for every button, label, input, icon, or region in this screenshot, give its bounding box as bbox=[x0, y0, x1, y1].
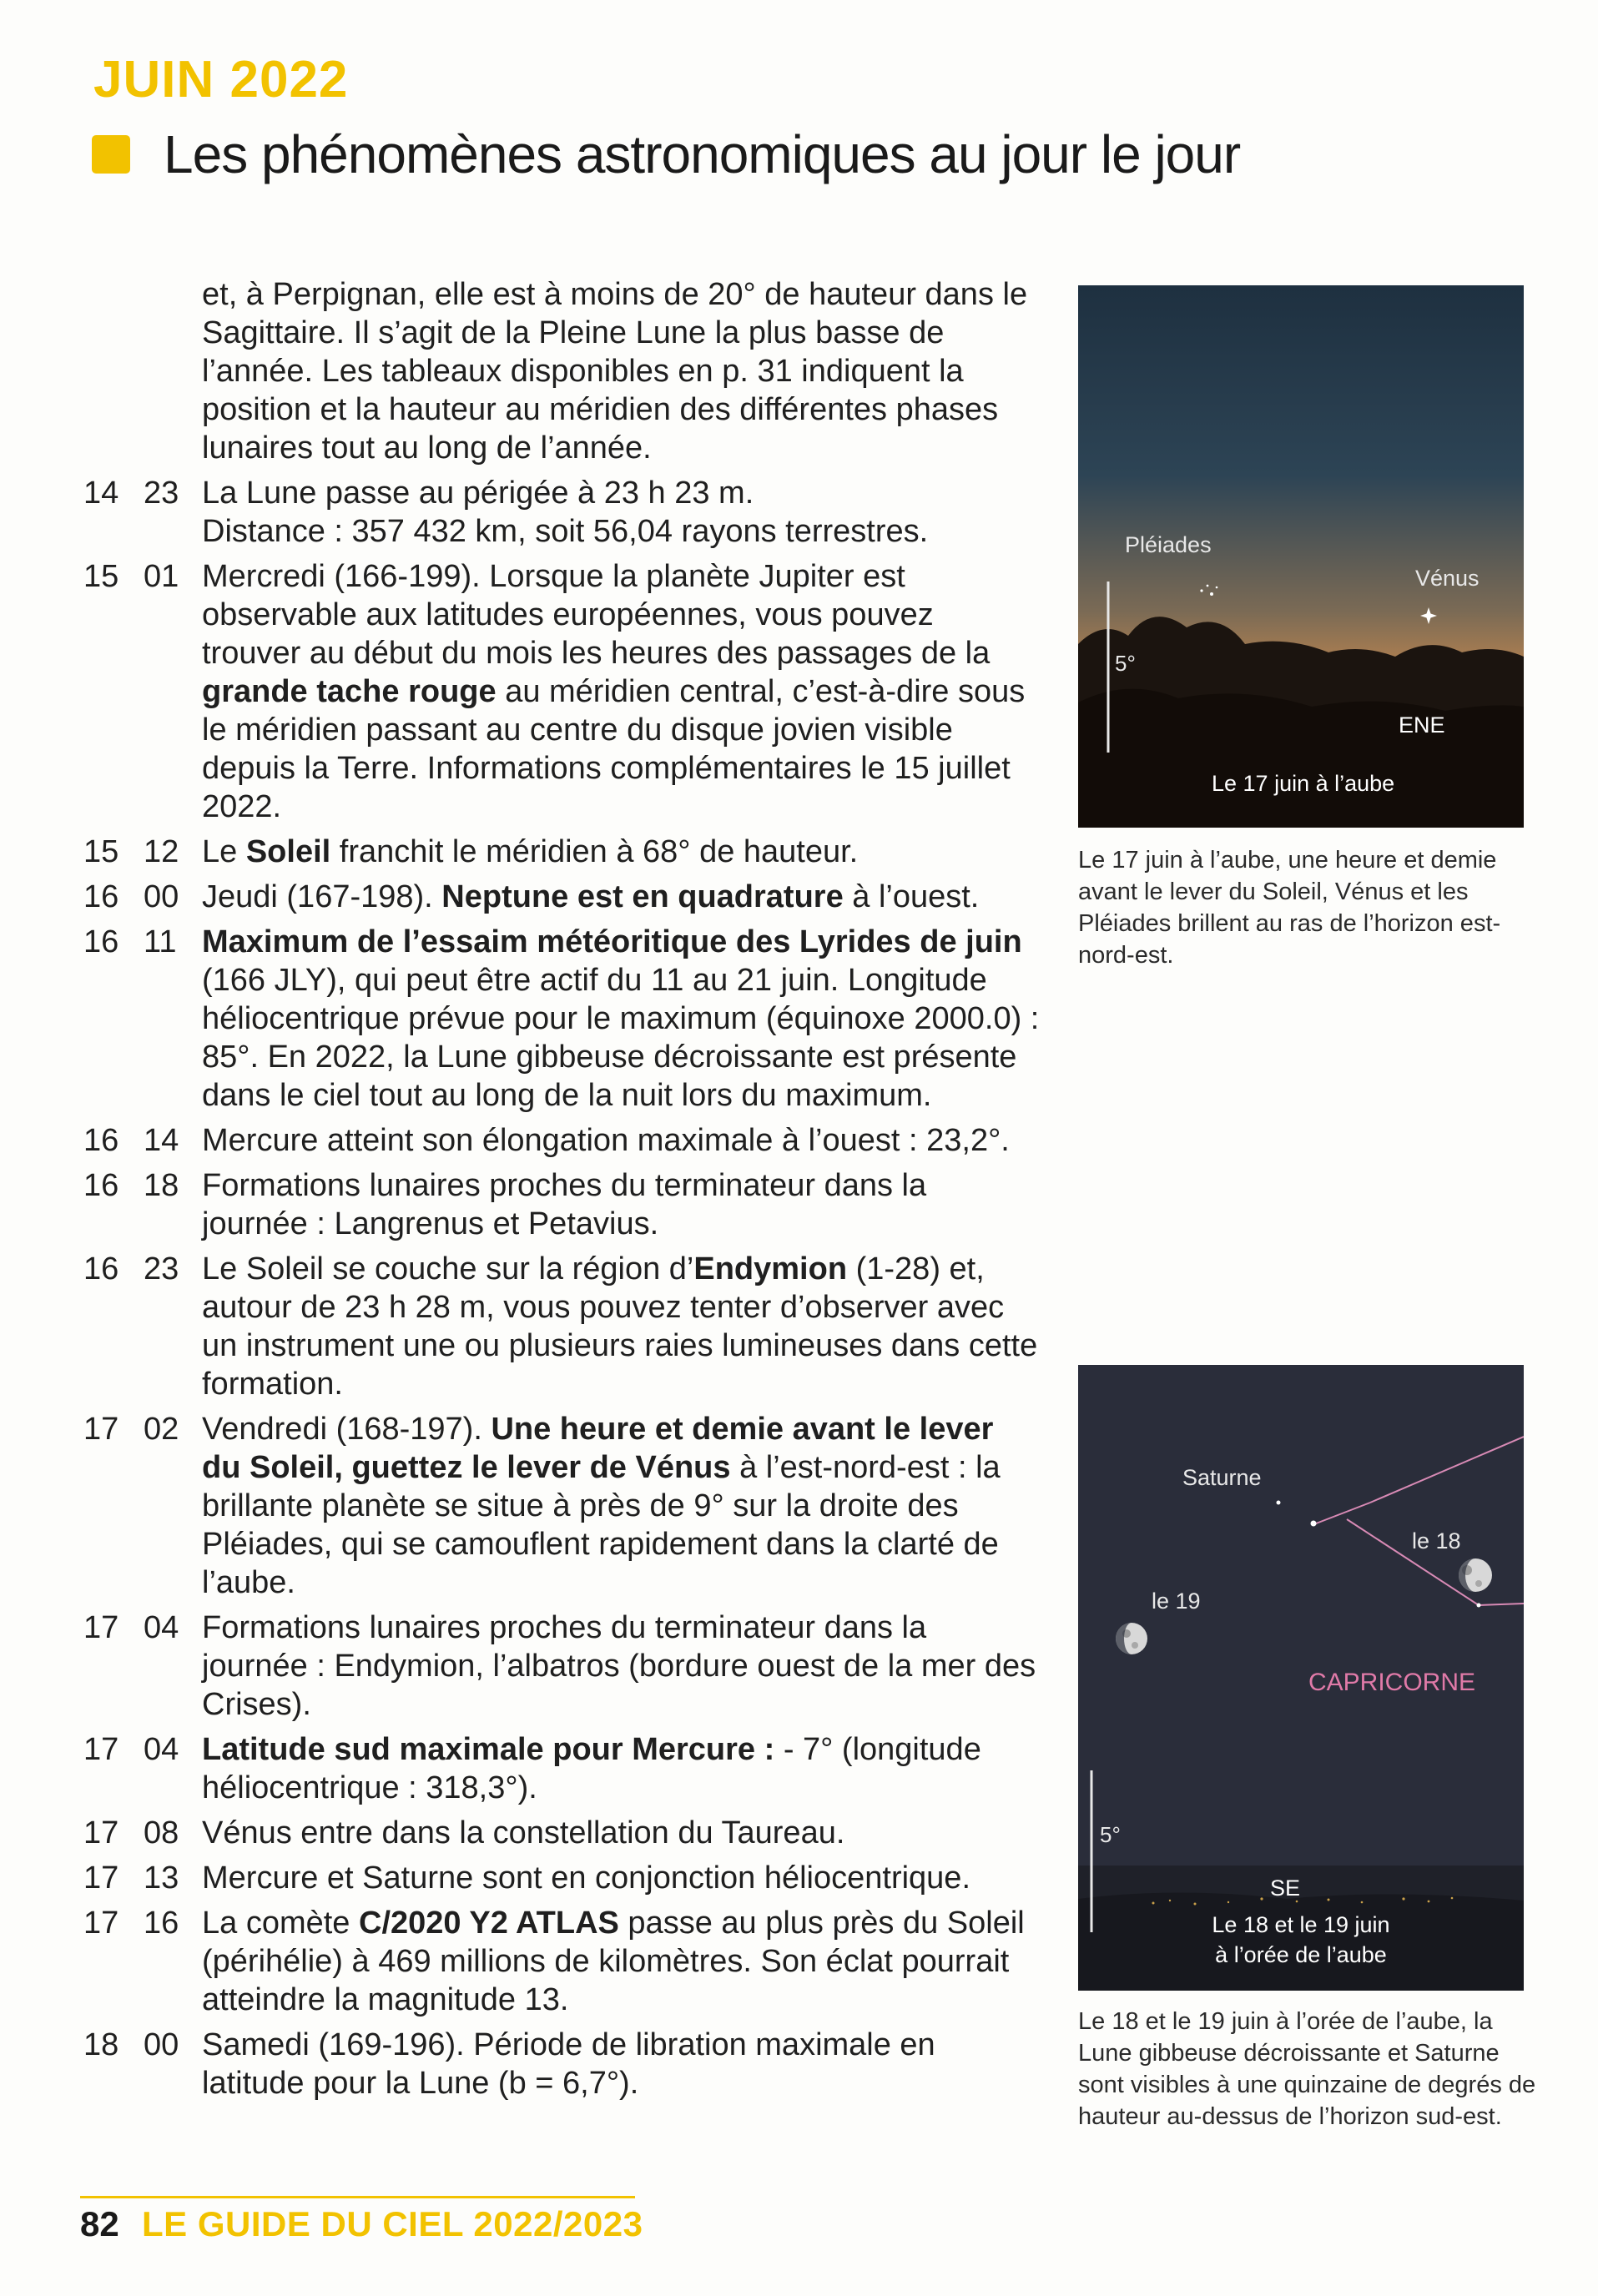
entry-text: Samedi (169-196). Période de libration maximale en latitude pour la Lune (b = 6,7°). bbox=[202, 2027, 935, 2101]
figure-dawn-venus bbox=[1078, 285, 1524, 828]
entry-day: 15 bbox=[83, 559, 119, 594]
entry-hour: 00 bbox=[144, 879, 179, 914]
dawn-sky-photo bbox=[1078, 285, 1524, 828]
entry-day: 17 bbox=[83, 1732, 119, 1767]
entry-text: Le Soleil se couche sur la région d’Endymion (1-28) et, autour de 23 h 28 m, vous pouvez tenter d’observer avec un instrument une ou plusieurs raies lumineuses dans cette formation. bbox=[202, 1251, 1038, 1402]
entry-row bbox=[80, 1250, 1040, 1403]
scale-label: 5° bbox=[1115, 651, 1136, 676]
entry-hour: 12 bbox=[144, 834, 179, 869]
entry-day: 15 bbox=[83, 834, 119, 869]
entry-day: 16 bbox=[83, 879, 119, 914]
sky-chart-photo bbox=[1078, 1365, 1524, 1991]
entry-hour: 00 bbox=[144, 2027, 179, 2062]
entry-day: 14 bbox=[83, 476, 119, 511]
entry-hour: 14 bbox=[144, 1123, 179, 1158]
entry-hour: 11 bbox=[144, 924, 177, 959]
figure-moon-saturne bbox=[1078, 1365, 1524, 1991]
entry-text: et, à Perpignan, elle est à moins de 20° de hauteur dans le Sagittaire. Il s’agit de la Pleine Lune la plus basse de l’année. Les tableaux disponibles en p. 31 indiquent la position et la hauteur au méridien des différentes phases lunaires tout au long de l’année. bbox=[202, 277, 1028, 466]
entry-hour: 02 bbox=[144, 1412, 179, 1447]
entry-day: 17 bbox=[83, 1906, 119, 1941]
entries-list bbox=[80, 275, 1040, 2109]
figure2-caption: Le 18 et le 19 juin à l’orée de l’aube, la Lune gibbeuse décroissante et Saturne sont visibles à une quinzaine de degrés de hauteur au-dessus de l’horizon sud-est. bbox=[1078, 2008, 1536, 2130]
entry-row bbox=[80, 878, 1040, 916]
entry-day: 17 bbox=[83, 1610, 119, 1645]
month-title: JUIN 2022 bbox=[93, 51, 349, 108]
entry-day: 17 bbox=[83, 1815, 119, 1850]
entry-row bbox=[80, 1730, 1040, 1807]
entry-text: Formations lunaires proches du terminateur dans la journée : Langrenus et Petavius. bbox=[202, 1168, 927, 1241]
scale-label-2: 5° bbox=[1100, 1822, 1121, 1847]
moon-19-icon bbox=[1116, 1623, 1147, 1654]
figure1-caption: Le 17 juin à l’aube, une heure et demie avant le lever du Soleil, Vénus et les Pléiades brillent au ras de l’horizon est-nord-est. bbox=[1078, 847, 1501, 969]
entry-hour: 23 bbox=[144, 1251, 179, 1286]
entry-row bbox=[80, 1166, 1040, 1243]
section-square-icon bbox=[92, 135, 130, 174]
figure2-inset-line2: à l’orée de l’aube bbox=[1215, 1942, 1387, 1967]
section-title: Les phénomènes astronomiques au jour le jour bbox=[164, 124, 1241, 184]
entry-text: La Lune passe au périgée à 23 h 23 m. Distance : 357 432 km, soit 56,04 rayons terrestres. bbox=[202, 476, 929, 549]
entry-row bbox=[80, 1410, 1040, 1602]
venus-label: Vénus bbox=[1415, 566, 1480, 591]
entry-text: Vendredi (168-197). Une heure et demie avant le lever du Soleil, guettez le lever de Vénus à l’est-nord-est : la brillante planète se situe à près de 9° sur la droite des Pléiades, qui se camouflent rapidement dans la clarté de l’aube. bbox=[202, 1412, 1001, 1600]
entry-row bbox=[80, 1609, 1040, 1724]
entry-hour: 23 bbox=[144, 476, 179, 511]
entry-text: Maximum de l’essaim météoritique des Lyrides de juin (166 JLY), qui peut être actif du 11 au 21 juin. Longitude héliocentrique prévue pour le maximum (équinoxe 2000.0) : 85°. En 2022, la Lune gibbeuse décroissante est présente dans le ciel tout au long de la nuit lors du maximum. bbox=[202, 924, 1040, 1113]
entry-hour: 04 bbox=[144, 1610, 179, 1645]
entry-text: Jeudi (167-198). Neptune est en quadrature à l’ouest. bbox=[202, 879, 980, 914]
entry-day: 16 bbox=[83, 924, 119, 959]
entry-row bbox=[80, 923, 1040, 1115]
footer-book-title: LE GUIDE DU CIEL 2022/2023 bbox=[142, 2204, 643, 2243]
entry-day: 18 bbox=[83, 2027, 119, 2062]
entry-text: Mercure atteint son élongation maximale à l’ouest : 23,2°. bbox=[202, 1123, 1010, 1158]
saturne-label: Saturne bbox=[1182, 1465, 1262, 1490]
page-number: 82 bbox=[80, 2204, 119, 2243]
entry-day: 16 bbox=[83, 1251, 119, 1286]
entry-text: Mercredi (166-199). Lorsque la planète Jupiter est observable aux latitudes européennes, vous pouvez trouver au début du mois les heures des passages de la grande tache rouge au méridien central, c’est-à-dire sous le méridien passant au centre du disque jovien visible depuis la Terre. Informations complémentaires le 15 juillet 2022. bbox=[202, 559, 1026, 824]
entry-text: Mercure et Saturne sont en conjonction héliocentrique. bbox=[202, 1860, 970, 1896]
entry-text: Vénus entre dans la constellation du Taureau. bbox=[202, 1815, 845, 1850]
direction-label: ENE bbox=[1399, 712, 1445, 738]
entry-day: 17 bbox=[83, 1860, 119, 1896]
entry-hour: 04 bbox=[144, 1732, 179, 1767]
moon-18-label: le 18 bbox=[1412, 1528, 1461, 1553]
footer-rule bbox=[80, 2196, 635, 2198]
entry-row bbox=[80, 833, 1040, 871]
figure2-inset-line1: Le 18 et le 19 juin bbox=[1212, 1912, 1390, 1937]
entry-day: 16 bbox=[83, 1123, 119, 1158]
entry-hour: 18 bbox=[144, 1168, 179, 1203]
entry-row bbox=[80, 557, 1040, 826]
entry-row bbox=[80, 1904, 1040, 2019]
entry-text: Formations lunaires proches du terminateur dans la journée : Endymion, l’albatros (bordure ouest de la mer des Crises). bbox=[202, 1610, 1036, 1722]
constellation-label: CAPRICORNE bbox=[1308, 1669, 1476, 1696]
entry-text: La comète C/2020 Y2 ATLAS passe au plus près du Soleil (périhélie) à 469 millions de kilomètres. Son éclat pourrait atteindre la magnitude 13. bbox=[202, 1906, 1025, 2017]
entry-row bbox=[80, 474, 1040, 551]
entry-hour: 13 bbox=[144, 1860, 179, 1896]
moon-18-icon bbox=[1459, 1558, 1492, 1592]
entry-row bbox=[80, 275, 1040, 467]
entry-row bbox=[80, 1814, 1040, 1852]
entry-row bbox=[80, 1859, 1040, 1897]
entry-text: Latitude sud maximale pour Mercure : - 7° (longitude héliocentrique : 318,3°). bbox=[202, 1732, 981, 1805]
entry-row bbox=[80, 2026, 1040, 2102]
entry-day: 17 bbox=[83, 1412, 119, 1447]
pleiades-label: Pléiades bbox=[1125, 532, 1212, 557]
entry-hour: 16 bbox=[144, 1906, 179, 1941]
entry-hour: 08 bbox=[144, 1815, 179, 1850]
entry-text: Le Soleil franchit le méridien à 68° de hauteur. bbox=[202, 834, 859, 869]
entry-row bbox=[80, 1121, 1040, 1160]
direction-label-2: SE bbox=[1270, 1876, 1301, 1901]
entry-day: 16 bbox=[83, 1168, 119, 1203]
moon-19-label: le 19 bbox=[1152, 1589, 1201, 1614]
entry-hour: 01 bbox=[144, 559, 179, 594]
figure-inset-title: Le 17 juin à l’aube bbox=[1212, 771, 1395, 796]
